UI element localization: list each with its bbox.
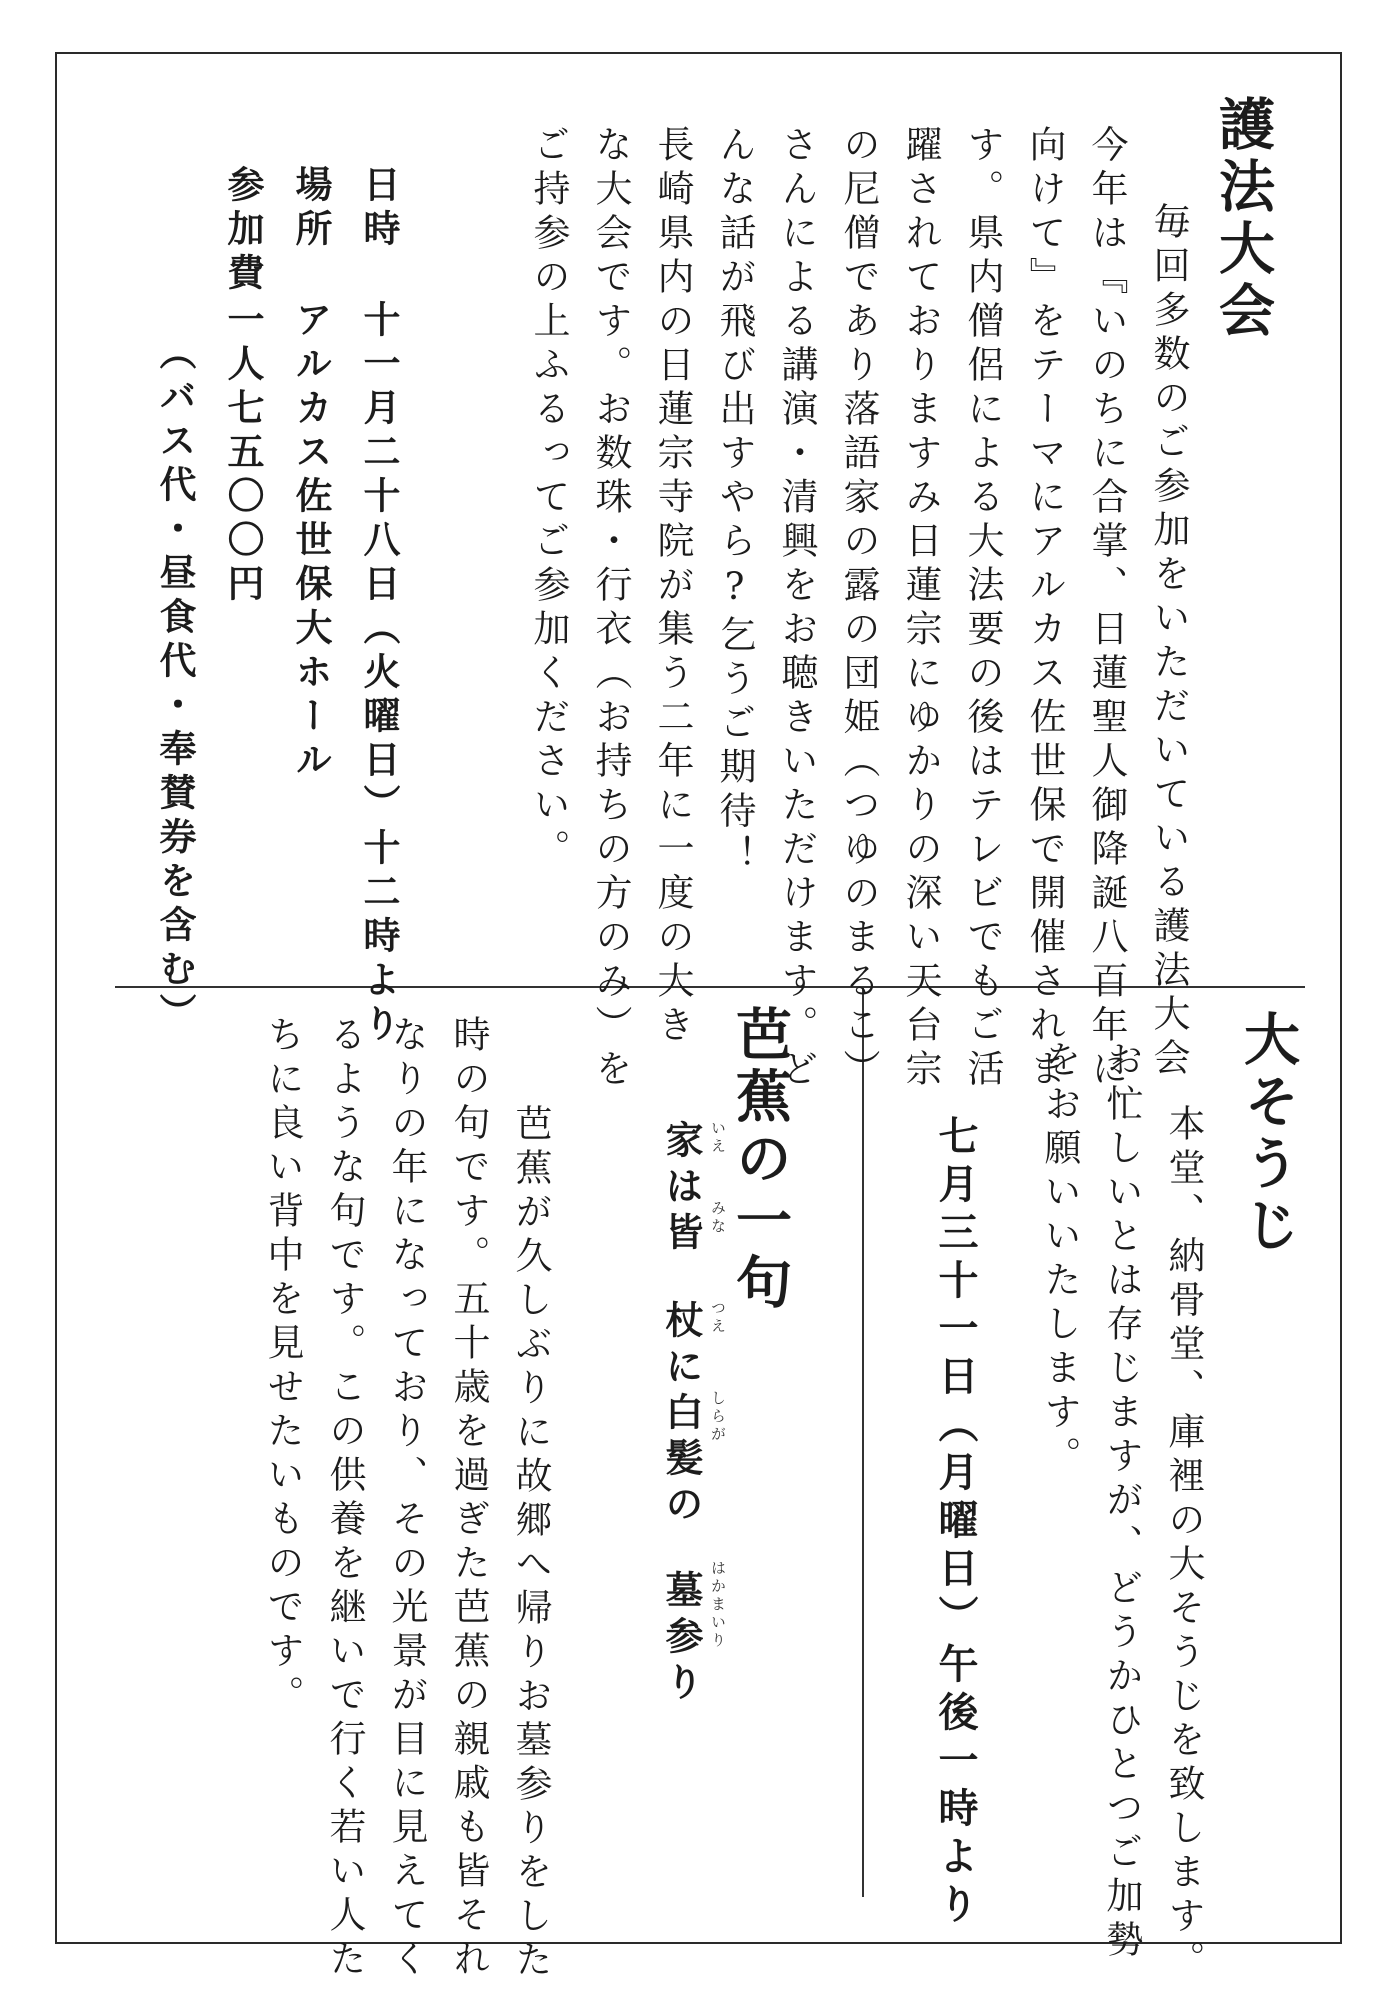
goho-title: 護法大会 [1210, 95, 1276, 343]
goho-line-8: んな話が飛び出すやら?乞うご期待！ [713, 125, 756, 879]
fee-note: （バス代・昼食代・奉賛券を含む） [153, 333, 197, 1037]
goho-line-10: な大会です。お数珠・行衣（お持ちの方のみ）を [589, 125, 632, 1093]
goho-line-5: 躍されておりますみ日蓮宗にゆかりの深い天台宗 [899, 125, 942, 1093]
place-value: アルカス佐世保大ホール [289, 300, 333, 784]
basho-poem-line-3: 墓参り [659, 1570, 704, 1708]
basho-poem-line-1: 家は皆 [659, 1120, 704, 1258]
basho-line-5: ちに良い背中を見せたいものです。 [261, 1015, 304, 1719]
basho-ruby-shiraga: しらが [709, 1390, 727, 1444]
basho-title: 芭蕉の一句 [727, 1005, 793, 1315]
goho-line-1: 毎回多数のご参加をいただいている護法大会 [1147, 158, 1190, 1082]
basho-line-4: るような句です。この供養を継いで行く若い人た [323, 1015, 366, 1983]
basho-line-1: 芭蕉が久しぶりに故郷へ帰りお墓参りをした [509, 1060, 552, 1984]
goho-line-9: 長崎県内の日蓮宗寺院が集う二年に一度の大き [651, 125, 694, 1049]
basho-ruby-tsue: つえ [709, 1300, 727, 1336]
basho-line-3: なりの年になっており、その光景が目に見えてく [385, 1015, 428, 1983]
goho-line-6: の尼僧であり落語家の露の団姫（つゆのまるこ） [837, 125, 880, 1093]
osouji-title: 大そうじ [1235, 1010, 1301, 1258]
basho-poem-line-2: 杖に白髪の [659, 1300, 704, 1530]
schedule-label: 日時 [357, 165, 401, 253]
basho-ruby-hakamairi: はかまいり [709, 1560, 727, 1650]
goho-line-4: す。県内僧侶による大法要の後はテレビでもご活 [961, 125, 1004, 1093]
basho-ruby-ie: いえ [709, 1120, 727, 1156]
section-divider-vertical [862, 987, 864, 1897]
osouji-date: 七月三十一日（月曜日）午後一時より [932, 1115, 979, 1931]
place-label: 場所 [289, 165, 333, 253]
goho-line-11: ご持参の上ふるってご参加ください。 [527, 125, 570, 873]
fee-label: 参加費 [221, 165, 265, 297]
fee-value: 一人七五〇〇円 [221, 300, 265, 608]
osouji-line-2: お忙しいとは存じますが、どうかひとつご加勢 [1100, 1040, 1143, 1964]
basho-ruby-mina: みな [709, 1200, 727, 1236]
schedule-value: 十一月二十八日（火曜日）十二時より [357, 300, 401, 1048]
goho-line-2: 今年は『いのちに合掌、日蓮聖人御降誕八百年に [1085, 125, 1128, 1093]
osouji-line-1: 本堂、納骨堂、庫裡の大そうじを致します。 [1162, 1060, 1205, 1984]
goho-line-7: さんによる講演・清興をお聴きいただけます。ど [775, 125, 818, 1093]
goho-line-3: 向けて』をテーマにアルカス佐世保で開催されま [1023, 125, 1066, 1093]
basho-line-2: 時の句です。五十歳を過ぎた芭蕉の親戚も皆それ [447, 1015, 490, 1983]
osouji-line-3: をお願いいたします。 [1038, 1040, 1081, 1480]
